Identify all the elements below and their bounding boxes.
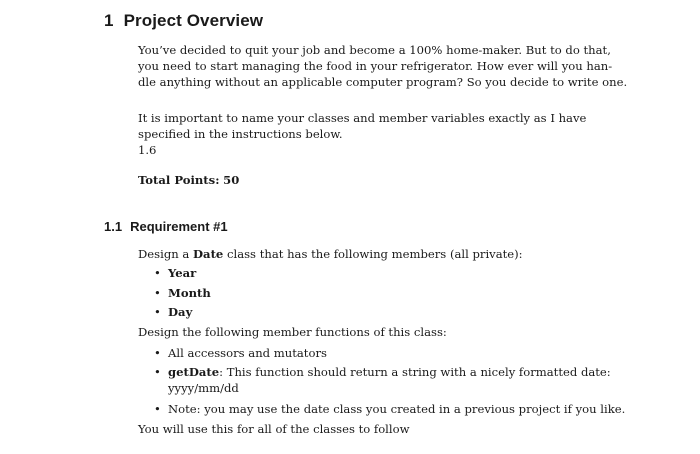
instructions-line: specified in the instructions below. (138, 127, 343, 141)
total-points (138, 172, 239, 188)
bullet-icon: • (154, 266, 161, 280)
function-list-item (154, 345, 327, 361)
bullet-icon: • (154, 346, 161, 360)
intro-text-before: Design a (138, 247, 193, 261)
function-getdate-name: getDate (168, 365, 220, 379)
total-points-value: 50 (223, 173, 240, 187)
overview-line: dle anything without an applicable computer program? So you decide to write one. (138, 75, 628, 89)
member-day: Day (168, 305, 193, 319)
member-year: Year (168, 266, 197, 280)
section-title: Project Overview (123, 11, 264, 30)
member-month: Month (168, 286, 211, 300)
closing-line: You will use this for all of the classes to follow (138, 422, 410, 436)
section-heading (104, 11, 263, 31)
section-number: 1 (104, 11, 114, 30)
total-points-label: Total Points: (138, 173, 220, 187)
requirement-intro (138, 246, 523, 262)
subsection-title: Requirement #1 (130, 219, 228, 234)
function-getdate-text: : This function should return a string with a nicely formatted date: (219, 365, 611, 379)
date-class-name: Date (193, 247, 224, 261)
version-number: 1.6 (138, 143, 157, 157)
member-list-item (154, 265, 196, 281)
function-accessors: All accessors and mutators (168, 346, 327, 360)
function-note: Note: you may use the date class you created in a previous project if you like. (168, 402, 626, 416)
bullet-icon: • (154, 305, 161, 319)
member-list-item (154, 304, 192, 320)
functions-intro: Design the following member functions of this class: (138, 325, 447, 339)
subsection-number: 1.1 (104, 219, 123, 234)
overview-paragraph (138, 42, 627, 90)
bullet-icon: • (154, 365, 161, 379)
subsection-heading (104, 219, 228, 234)
overview-line: You’ve decided to quit your job and become a 100% home-maker. But to do that, (138, 43, 611, 57)
function-list-item (154, 364, 611, 380)
bullet-icon: • (154, 402, 161, 416)
instructions-line: It is important to name your classes and member variables exactly as I have (138, 111, 587, 125)
member-list-item (154, 285, 211, 301)
instructions-paragraph (138, 110, 586, 158)
bullet-icon: • (154, 286, 161, 300)
function-getdate-format: yyyy/mm/dd (168, 381, 239, 395)
overview-line: you need to start managing the food in your refrigerator. How ever will you han- (138, 59, 613, 73)
function-list-item (154, 401, 625, 417)
intro-text-after: class that has the following members (all private): (223, 247, 523, 261)
